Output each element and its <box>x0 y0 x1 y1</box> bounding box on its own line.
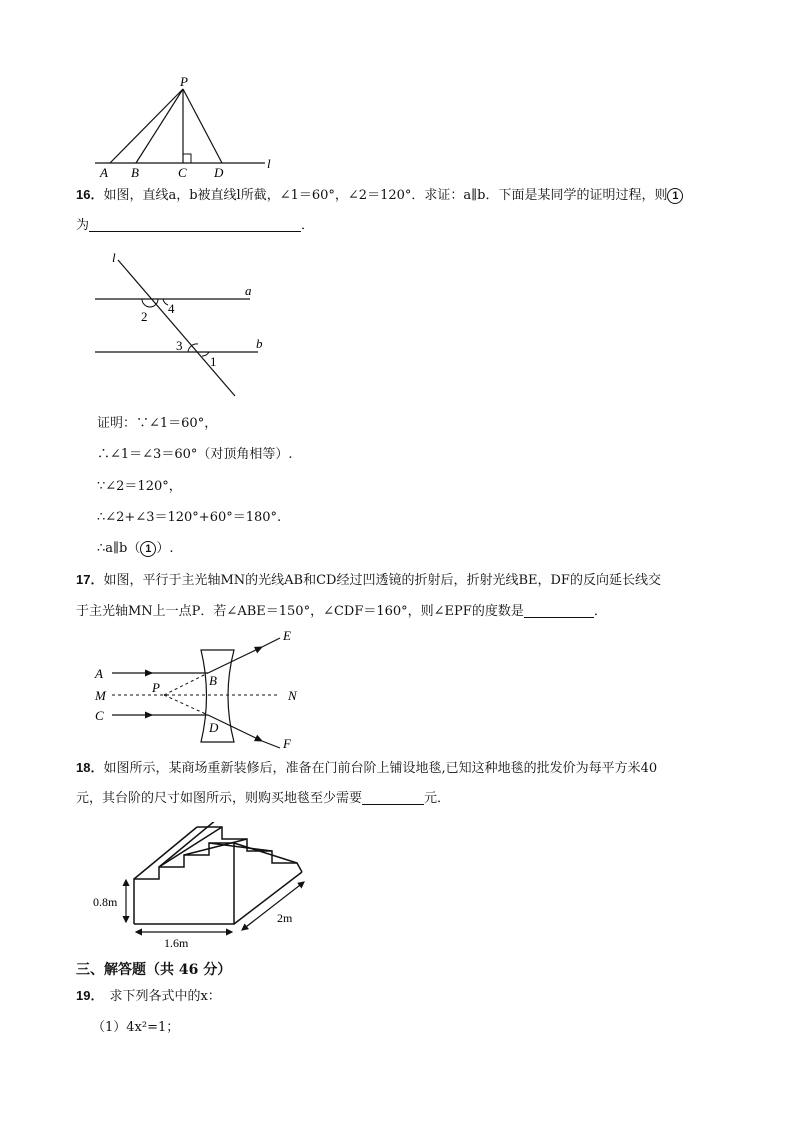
q18-answer-blank[interactable] <box>362 790 424 805</box>
q19-stem: 求下列各式中的x： <box>109 989 221 1004</box>
label-width: 2m <box>277 911 293 925</box>
circled-one: 1 <box>140 541 156 557</box>
label-M: M <box>95 688 106 703</box>
label-P: P <box>180 74 188 89</box>
q17-number: 17． <box>76 572 104 587</box>
q16-number: 16． <box>76 187 104 202</box>
proof-close: ）. <box>156 541 174 556</box>
figure-q18 <box>92 822 310 952</box>
q16-stem: 如图，直线a，b被直线l所截，∠1＝60°，∠2＝120°．求证：a∥b．下面是某同学的证明过程，则 <box>103 188 668 203</box>
q17-answer-blank[interactable] <box>524 603 594 618</box>
q19-sub1: （1）4x²=1； <box>92 1020 180 1035</box>
q19-number: 19． <box>76 988 104 1003</box>
q17-text-line2 <box>76 602 607 622</box>
q16-suffix: ． <box>301 218 315 233</box>
label-F: F <box>283 736 291 750</box>
label-2: 2 <box>141 309 148 324</box>
label-l: l <box>267 156 271 171</box>
label-3: 3 <box>176 338 183 353</box>
q17-stem-2: 于主光轴MN上一点P．若∠ABE＝150°，∠CDF＝160°，则∠EPF的度数是 <box>76 604 524 619</box>
proof-line-4: ∴∠2+∠3＝120°+60°＝180°. <box>97 510 282 525</box>
label-A: A <box>100 165 108 180</box>
q17-text-line1 <box>76 570 661 591</box>
proof-line-2: ∴∠1＝∠3＝60°（对顶角相等）. <box>97 447 293 462</box>
q18-number: 18． <box>76 760 104 775</box>
q18-suffix: 元． <box>424 791 451 806</box>
label-D: D <box>209 720 219 735</box>
q19-text <box>76 986 221 1007</box>
label-B: B <box>131 165 139 180</box>
proof-conclusion: ∴a∥b（ <box>97 541 141 556</box>
label-height: 0.8m <box>93 895 118 909</box>
q18-stem: 如图所示，某商场重新装修后，准备在门前台阶上铺设地毯,已知这种地毯的批发价为每平方米40 <box>103 761 658 776</box>
label-D: D <box>214 165 224 180</box>
q16-text-line1 <box>76 185 683 206</box>
q16-answer-blank[interactable] <box>89 217 301 232</box>
label-l: l <box>112 250 116 265</box>
proof-line-5 <box>97 539 174 559</box>
label-4: 4 <box>168 301 175 316</box>
proof-line-3: ∵∠2＝120°， <box>97 479 182 494</box>
section-title: 三、解答题（共 46 分） <box>76 962 232 978</box>
figure-q17 <box>90 628 310 750</box>
label-length: 1.6m <box>164 936 189 950</box>
label-B: B <box>209 673 217 688</box>
label-E: E <box>283 628 291 643</box>
q17-stem: 如图，平行于主光轴MN的光线AB和CD经过凹透镜的折射后，折射光线BE，DF的反向延长线交 <box>103 573 661 588</box>
figure-q16 <box>90 250 270 400</box>
label-N: N <box>288 688 297 703</box>
q18-stem-2: 元，其台阶的尺寸如图所示，则购买地毯至少需要 <box>76 791 363 806</box>
label-A: A <box>95 666 103 681</box>
q18-text-line1 <box>76 758 657 779</box>
label-C: C <box>95 708 104 723</box>
q16-text-line2 <box>76 216 314 236</box>
label-a: a <box>245 283 252 298</box>
q18-text-line2 <box>76 789 450 809</box>
q16-prefix: 为 <box>76 218 90 233</box>
label-1: 1 <box>210 354 217 369</box>
q17-suffix: ． <box>593 604 607 619</box>
label-C: C <box>178 165 187 180</box>
figure-q15 <box>90 74 280 180</box>
proof-line-1: 证明：∵∠1＝60°， <box>97 416 218 431</box>
circled-one: 1 <box>667 188 683 204</box>
label-P: P <box>152 680 160 695</box>
label-b: b <box>256 336 263 351</box>
